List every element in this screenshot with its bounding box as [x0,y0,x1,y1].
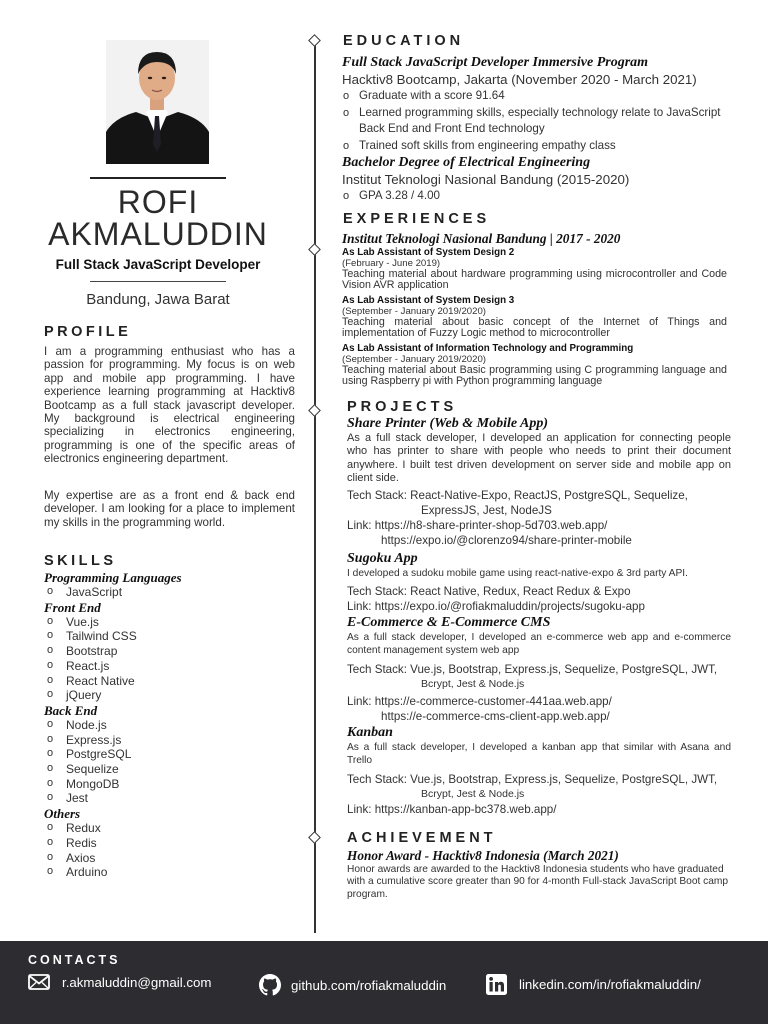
name-last: AKMALUDDIN [48,216,268,252]
skills-heading: SKILLS [44,553,117,569]
project-link[interactable]: Link: https://kanban-app-bc378.web.app/ [347,802,557,816]
skill-category: Programming Languages [44,570,182,585]
timeline-diamond-icon [308,34,321,47]
project-title: Sugoku App [347,550,418,566]
skill-item: o Node.js [44,718,294,733]
skill-list [44,718,294,806]
achievement-heading: ACHIEVEMENT [347,830,497,846]
project-link[interactable]: https://e-commerce-cms-client-app.web.app/ [381,709,610,723]
education-institution: Institut Teknologi Nasional Bandung (2015-2020) [342,172,630,187]
profile-photo-image [106,40,209,164]
education-program-title: Bachelor Degree of Electrical Engineering [342,155,591,170]
experience-period: (September - January 2019/2020) [342,354,486,365]
email-contact[interactable] [28,974,211,990]
education-program-title: Full Stack JavaScript Developer Immersive Program [342,55,649,70]
linkedin-text: linkedin.com/in/rofiakmaluddin/ [519,977,701,992]
skill-category: Back End [44,702,98,718]
project-tech-stack: Tech Stack: Vue.js, Bootstrap, Express.js, Sequelize, PostgreSQL, JWT, [347,662,718,676]
skill-category: Others [44,806,81,822]
skill-item: o JavaScript [44,585,294,600]
profile-paragraph-1: I am a programming enthusiast who has a passion for programming. My focus is on web app and mobile app programming. I have experience learning programming at Hacktiv8 Bootcamp as a full stack javascript developer. My background is electrical engineering specializing in electronics engineering, programming is one of the specific areas of electronics engineering department. [44,345,295,466]
experience-role: As Lab Assistant of Information Technology and Programming [342,343,634,354]
achievement-description: Honor awards are awarded to the Hacktiv8 Indonesia students who have graduated with a cumulative score greater than 90 for 4-month Full-stack JavaScript Boot camp program. [347,864,729,900]
mail-icon [28,974,50,990]
project-title: E-Commerce & E-Commerce CMS [347,615,551,631]
name-first: ROFI [117,184,199,220]
project-title: Kanban [347,724,393,740]
achievement-section [347,847,735,901]
timeline-diamond-icon [308,404,321,417]
profile-heading: PROFILE [44,324,132,340]
job-title: Full Stack JavaScript Developer [55,257,261,272]
education-bullets [342,188,734,205]
education-bullet: o GPA 3.28 / 4.00 [342,188,734,205]
project-description: As a full stack developer, I developed an application for connecting people who has printer to share with people who needs to print their document anywhere. I built test driven development on server side and mobile app on client side. [347,432,731,485]
skill-item: o React.js [44,659,294,674]
education-bullet: o Graduate with a score 91.64 [342,88,734,105]
skill-item: o Bootstrap [44,644,294,659]
skill-item: o React Native [44,674,294,689]
skill-item: o Axios [44,851,294,866]
skill-item: o Sequelize [44,762,294,777]
linkedin-contact[interactable] [486,974,701,995]
project-link[interactable]: Link: https://e-commerce-customer-441aa.web.app/ [347,694,612,708]
skill-list [44,821,294,880]
skill-item: o Vue.js [44,615,294,630]
skill-item: o Jest [44,791,294,806]
projects-section [347,415,731,817]
experience-role: As Lab Assistant of System Design 3 [342,295,515,306]
location-divider [90,281,226,282]
contacts-footer [0,941,768,1024]
project-description: As a full stack developer, I developed a kanban app that similar with Asana and Trello [347,741,731,767]
experience-role: As Lab Assistant of System Design 2 [342,247,515,258]
skill-item: o Arduino [44,865,294,880]
skills-section [44,570,294,880]
skill-list [44,585,294,600]
experiences-heading: EXPERIENCES [343,211,491,227]
github-icon [259,974,281,996]
skill-list [44,615,294,703]
name-top-divider [90,177,226,179]
education-bullet: o Trained soft skills from engineering empathy class [342,138,734,155]
projects-heading: PROJECTS [347,399,458,415]
experience-description: Teaching material about Basic programming using C programming language and using Raspberry pi with Python programming language [342,364,727,387]
profile-photo [106,40,209,164]
education-bullets [342,88,734,154]
experience-period: (February - June 2019) [342,258,441,269]
candidate-name [30,186,286,250]
location: Bandung, Jawa Barat [86,291,230,308]
project-tech-stack: Tech Stack: React-Native-Expo, ReactJS, PostgreSQL, Sequelize, [347,488,688,502]
project-tech-stack: Tech Stack: Vue.js, Bootstrap, Express.js, Sequelize, PostgreSQL, JWT, [347,772,718,786]
project-link[interactable]: Link: https://h8-share-printer-shop-5d703.web.app/ [347,518,608,532]
experience-description: Teaching material about basic concept of the Internet of Things and implementation of Fuzzy Logic method to microcontroller [342,316,727,339]
education-heading: EDUCATION [343,33,465,49]
timeline-line [314,40,316,933]
project-tech-stack: Tech Stack: React Native, Redux, React Redux & Expo [347,585,631,599]
skill-category: Front End [44,599,101,615]
education-institution: Hacktiv8 Bootcamp, Jakarta (November 2020 - March 2021) [342,72,697,87]
skill-item: o Tailwind CSS [44,629,294,644]
experiences-section [342,230,727,387]
project-tech-stack: ExpressJS, Jest, NodeJS [421,503,552,517]
timeline-diamond-icon [308,831,321,844]
project-description: As a full stack developer, I developed an e-commerce web app and e-commerce content management system web app [347,632,731,657]
education-bullet: o Learned programming skills, especially technology relate to JavaScript Back End and Front End technology [342,105,734,138]
github-contact[interactable] [259,974,446,996]
timeline-diamond-icon [308,243,321,256]
project-link[interactable]: Link: https://expo.io/@rofiakmaluddin/projects/sugoku-app [347,600,645,614]
experience-period: (September - January 2019/2020) [342,306,486,317]
github-text: github.com/rofiakmaluddin [291,977,447,993]
project-tech-stack: Bcrypt, Jest & Node.js [421,677,525,690]
skill-item: o PostgreSQL [44,747,294,762]
linkedin-icon [486,974,507,995]
achievement-title: Honor Award - Hacktiv8 Indonesia (March 2021) [347,848,619,863]
experience-description: Teaching material about hardware programming using microcontroller and Code Vision AVR application [342,268,727,291]
experience-organization: Institut Teknologi Nasional Bandung | 2017 - 2020 [342,231,621,246]
profile-paragraph-2: My expertise are as a front end & back end developer. I am looking for a place to implement my skills in the programming world. [44,489,295,529]
contacts-heading: CONTACTS [28,953,121,967]
skill-item: o Redis [44,836,294,851]
skill-item: o Redux [44,821,294,836]
project-link[interactable]: https://expo.io/@clorenzo94/share-printer-mobile [381,533,632,547]
skill-item: o MongoDB [44,777,294,792]
project-title: Share Printer (Web & Mobile App) [347,416,549,431]
project-description: I developed a sudoku mobile game using react-native-expo & 3rd party API. [347,567,688,579]
project-tech-stack: Bcrypt, Jest & Node.js [421,787,525,800]
email-text: r.akmaluddin@gmail.com [62,974,212,990]
skill-item: o jQuery [44,688,294,703]
skill-item: o Express.js [44,733,294,748]
education-section [342,54,734,205]
